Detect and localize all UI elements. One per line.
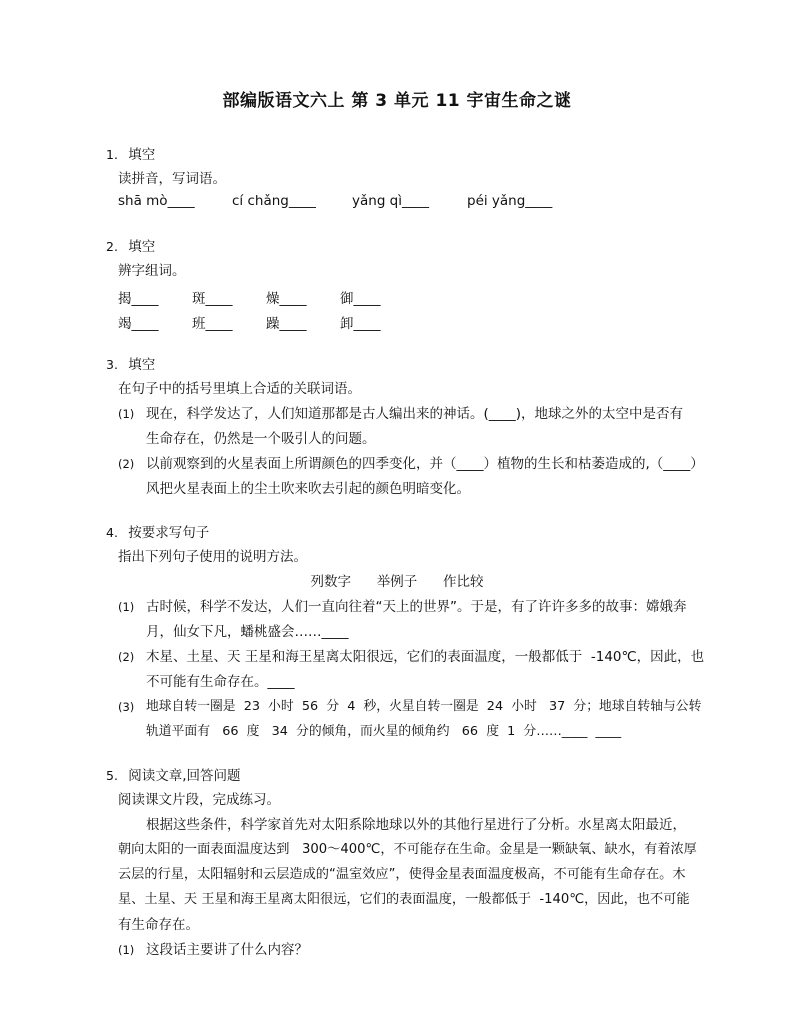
sentence-text: 风把火星表面上的尘土吹来吹去引起的颜色明暗变化。 [146,481,470,497]
question-5-instruction: 阅读课文片段，完成练习。 [118,792,280,808]
question-5-header [106,767,241,785]
question-number: 4. [106,525,118,540]
question-4-instruction: 指出下列句子使用的说明方法。 [118,549,307,565]
pinyin-item: shā mò____ [118,193,195,209]
passage-line: 根据这些条件，科学家首先对太阳系除地球以外的其他行星进行了分析。水星离太阳最近， [146,817,686,833]
sentence-text: 这段话主要讲了什么内容？ [146,942,308,958]
question-number: 1. [106,147,118,162]
pinyin-item: cí chǎng____ [232,193,316,209]
pinyin-item: péi yǎng____ [467,193,553,209]
question-heading: 填空 [128,357,156,373]
char-item: 班____ [192,316,233,332]
question-heading: 填空 [128,147,156,163]
sub-number: (1) [118,943,135,957]
sentence-text: 以前观察到的火星表面上所谓颜色的四季变化，并（____）植物的生长和枯萎造成的,（____） [146,456,704,472]
question-4-header [106,524,209,542]
passage-line: 云层的行星，太阳辐射和云层造成的“温室效应”，使得金星表面温度极高，不可能有生命存在。木 [118,867,686,882]
sentence-text: 不可能有生命存在。____ [146,674,295,690]
sentence-text: 月，仙女下凡，蟠桃盛会……____ [146,624,349,640]
question-1-instruction: 读拼音，写词语。 [118,171,226,187]
passage-line: 星、土星、天 王星和海王星离太阳很远，它们的表面温度，一般都低于 -140℃，因此，也不可能 [118,892,690,907]
question-2-instruction: 辨字组词。 [118,263,186,279]
sentence-text: 现在，科学发达了，人们知道那都是古人编出来的神话。(____)，地球之外的太空中是否有 [146,406,684,422]
page-title: 部编版语文六上 第 3 单元 11 宇宙生命之谜 [222,91,572,111]
sentence-text: 地球自转一圈是 23 小时 56 分 4 秒，火星自转一圈是 24 小时 37 分；地球自转轴与公转 [146,699,702,714]
method-options: 列数字 举例子 作比较 [310,574,484,590]
char-item: 躁____ [266,316,307,332]
question-1-header [106,146,155,164]
char-item: 御____ [340,291,381,307]
question-heading: 阅读文章,回答问题 [128,768,241,784]
pinyin-item: yǎng qì____ [352,193,429,209]
question-heading: 填空 [128,239,156,255]
char-item: 竭____ [118,316,159,332]
question-3-header [106,356,155,374]
char-item: 斑____ [192,291,233,307]
sub-number: (3) [118,700,135,714]
sub-number: (2) [118,650,135,664]
sub-number: (1) [118,407,135,421]
char-item: 卸____ [340,316,381,332]
passage-line: 朝向太阳的一面表面温度达到 300～400℃，不可能存在生命。金星是一颗缺氧、缺水，有着浓厚 [118,842,697,857]
sentence-text: 木星、土星、天 王星和海王星离太阳很远，它们的表面温度，一般都低于 -140℃，因此，也 [146,649,705,665]
char-item: 揭____ [118,291,159,307]
sub-number: (1) [118,600,135,614]
sentence-text: 生命存在，仍然是一个吸引人的问题。 [146,431,376,447]
char-item: 燥____ [266,291,307,307]
question-number: 5. [106,768,118,783]
question-number: 3. [106,357,118,372]
sentence-text: 轨道平面有 66 度 34 分的倾角，而火星的倾角约 66 度 1 分……____ ____ [146,724,622,739]
question-2-header [106,238,155,256]
question-heading: 按要求写句子 [128,525,210,541]
sub-number: (2) [118,457,135,471]
sentence-text: 古时候，科学不发达，人们一直向往着“天上的世界”。于是，有了许许多多的故事：嫦娥奔 [146,599,687,615]
passage-line: 有生命存在。 [118,917,199,933]
question-3-instruction: 在句子中的括号里填上合适的关联词语。 [118,381,361,397]
question-number: 2. [106,239,118,254]
